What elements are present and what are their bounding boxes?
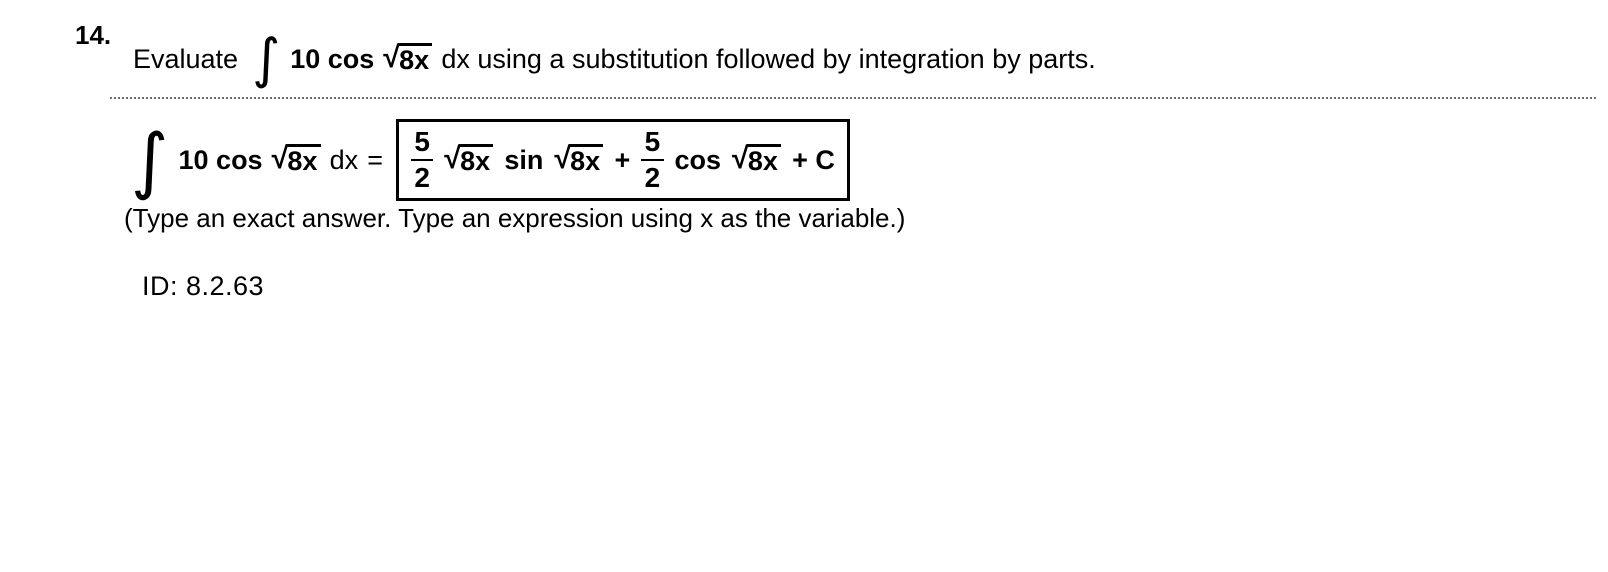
problem-id: ID: 8.2.63 xyxy=(142,271,265,301)
dotted-separator-line xyxy=(110,97,1596,99)
radical-sign: √ xyxy=(444,141,461,175)
integral-sign: ∫ xyxy=(252,26,281,90)
constant-term: + C xyxy=(792,144,835,175)
radicand: 8x xyxy=(286,144,320,177)
radical-sign: √ xyxy=(554,141,571,175)
answer-input-box[interactable] xyxy=(396,119,850,201)
sqrt-expression xyxy=(383,40,432,76)
radicand: 8x xyxy=(569,144,603,177)
radicand: 8x xyxy=(459,144,493,177)
plus-operator: + xyxy=(614,144,631,175)
sqrt-expression xyxy=(271,141,321,177)
sin-function-label: sin xyxy=(504,144,544,175)
cos-function-label: cos xyxy=(674,144,722,175)
fraction-five-halves xyxy=(641,128,663,192)
fraction-denominator: 2 xyxy=(411,159,433,192)
fraction-five-halves xyxy=(411,128,433,192)
question-tail-text: dx using a substitution followed by integration by parts. xyxy=(441,43,1096,74)
sqrt-expression xyxy=(554,141,603,177)
radicand: 8x xyxy=(747,144,781,177)
work-integrand: 10 cos xyxy=(178,144,263,175)
answer-work-line xyxy=(131,114,850,206)
equals-sign: = xyxy=(367,144,383,175)
integral-sign: ∫ xyxy=(131,117,169,202)
sqrt-expression xyxy=(444,141,493,177)
fraction-numerator: 5 xyxy=(414,126,430,158)
question-integrand: 10 cos xyxy=(290,43,375,74)
differential-dx: dx xyxy=(329,144,359,175)
fraction-numerator: 5 xyxy=(644,126,661,158)
radical-sign: √ xyxy=(732,141,749,175)
radicand: 8x xyxy=(398,43,432,76)
radical-sign: √ xyxy=(271,141,289,175)
instruction-note: (Type an exact answer. Type an expression using x as the variable.) xyxy=(124,203,906,233)
question-statement xyxy=(133,28,1096,90)
question-lead-text: Evaluate xyxy=(133,43,239,74)
radical-sign: √ xyxy=(383,40,400,74)
sqrt-expression xyxy=(732,141,781,177)
fraction-denominator: 2 xyxy=(641,159,663,192)
problem-number: 14. xyxy=(75,20,112,50)
